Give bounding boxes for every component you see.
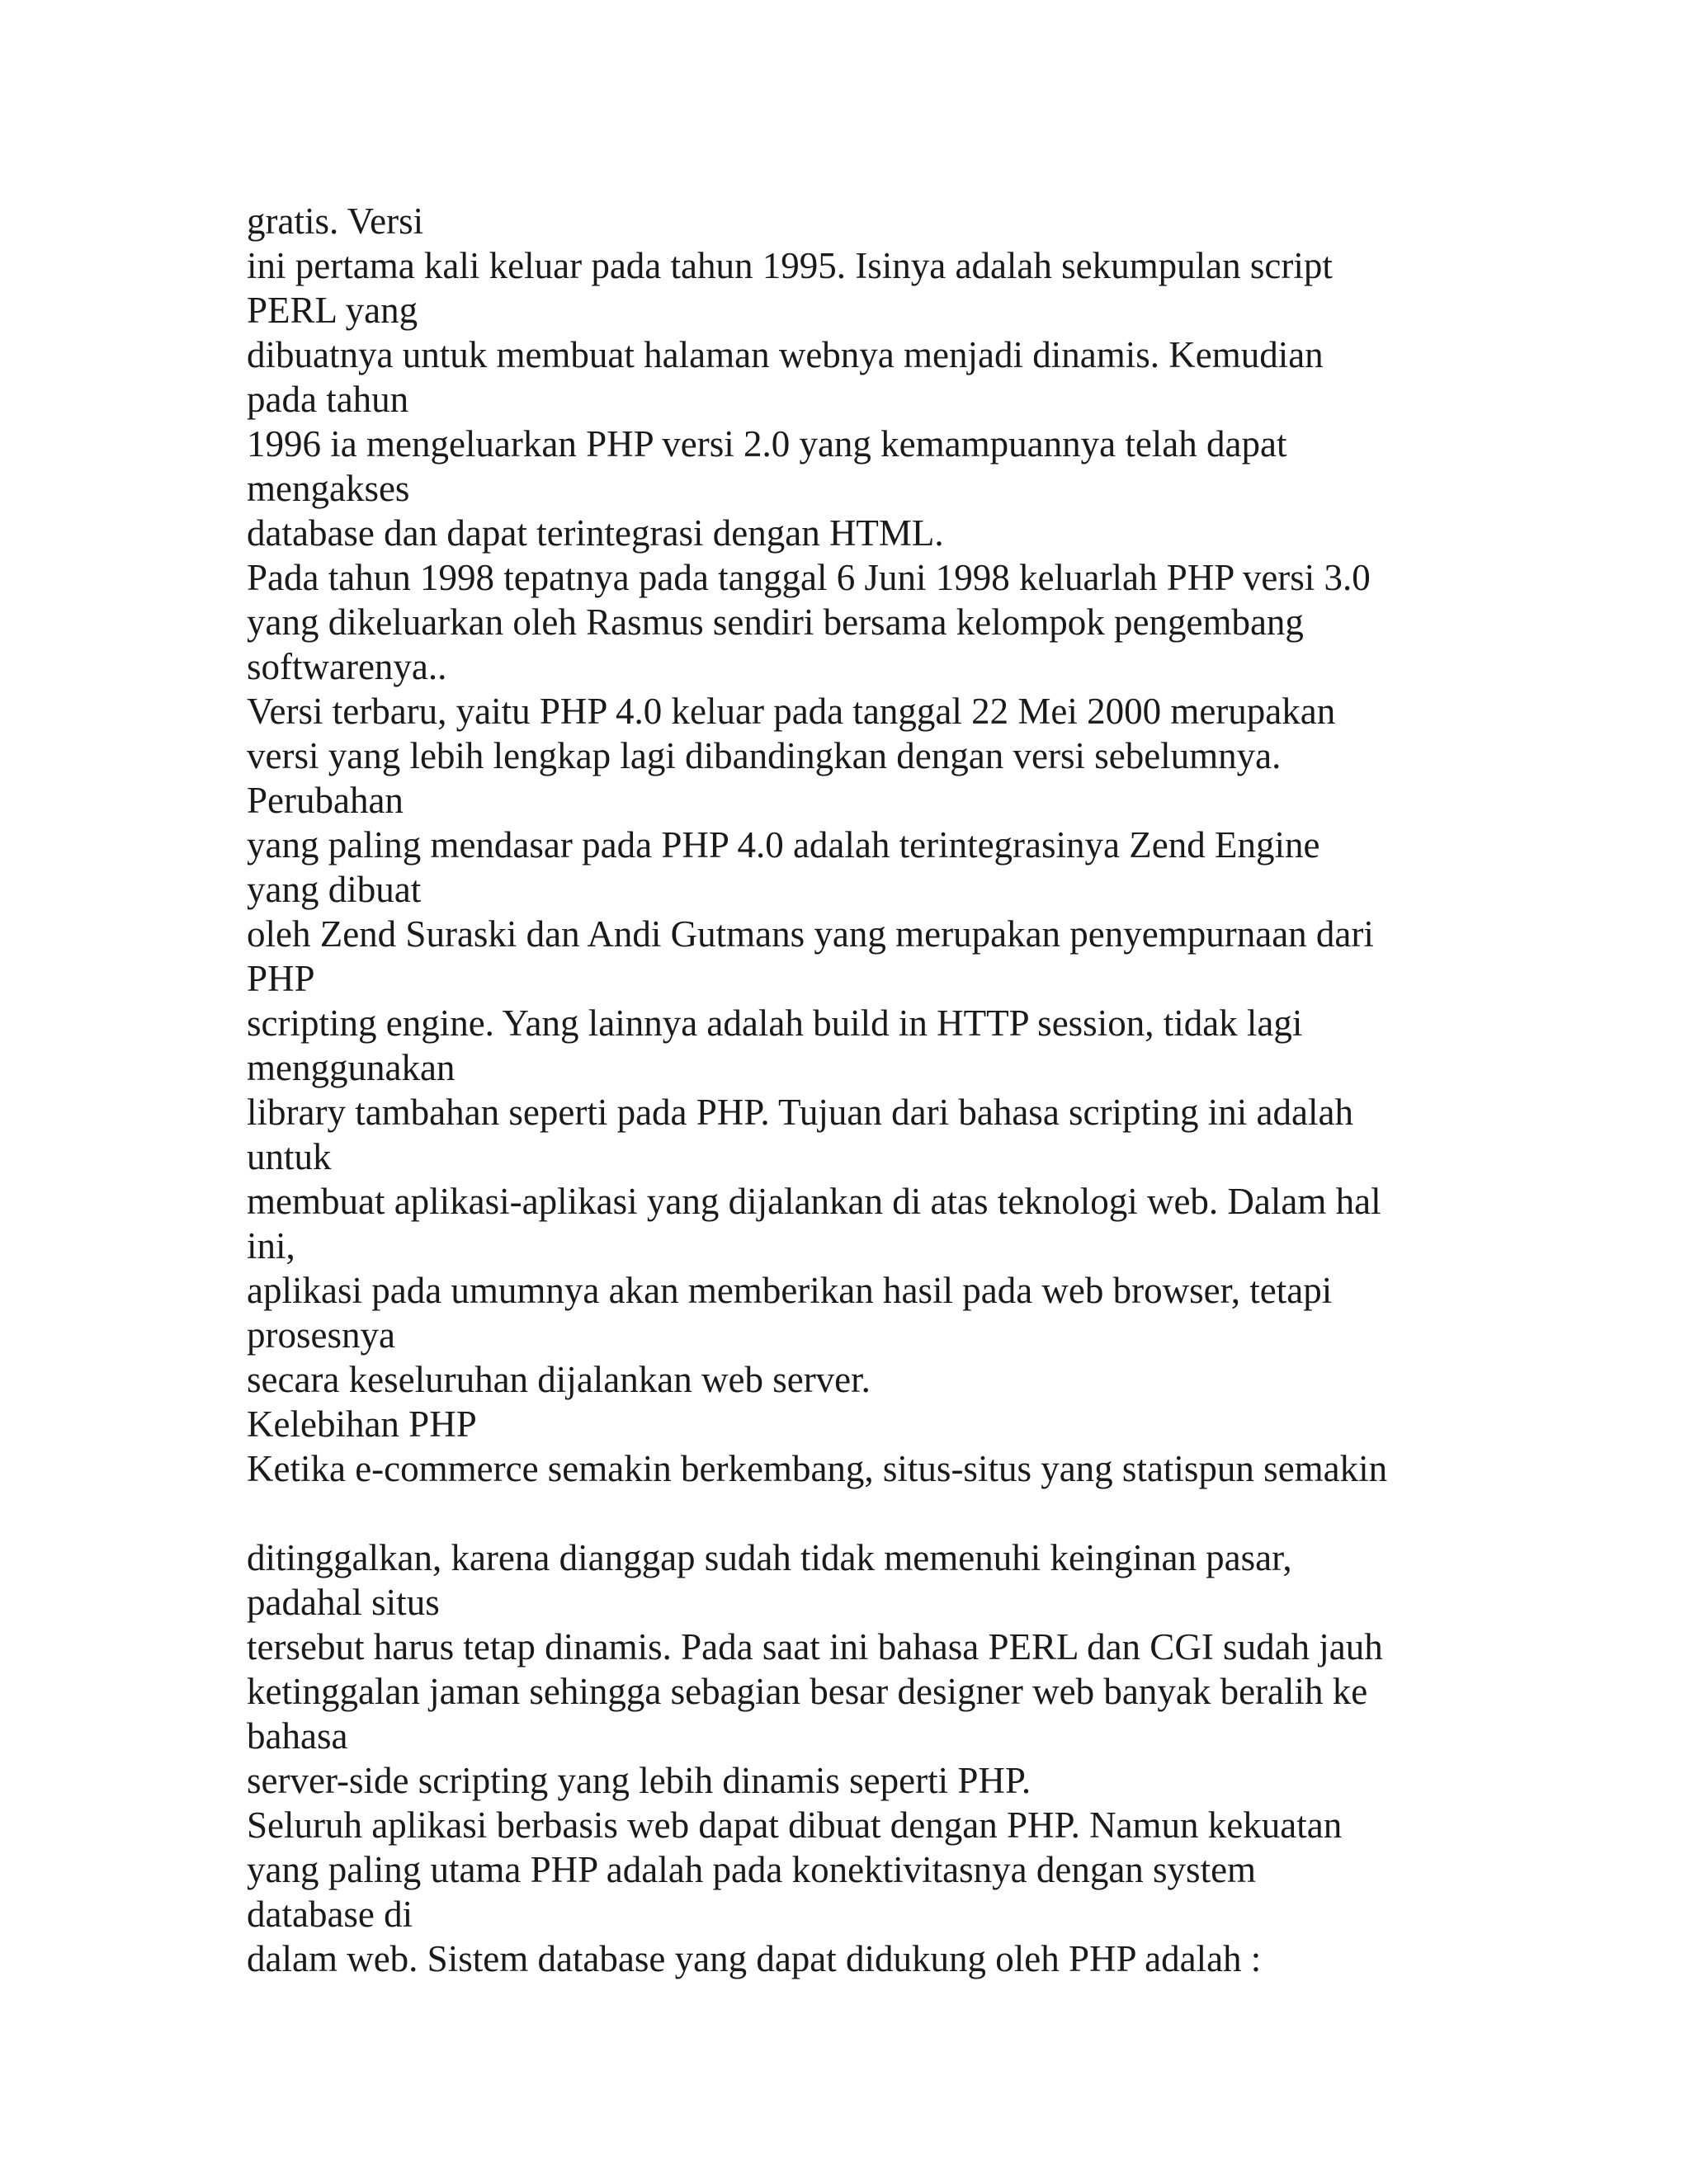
text-line: library tambahan seperti pada PHP. Tujuan dari bahasa scripting ini adalah (247, 1092, 1353, 1133)
text-line: gratis. Versi (247, 200, 424, 242)
text-line: ini, (247, 1225, 295, 1267)
text-line: oleh Zend Suraski dan Andi Gutmans yang merupakan penyempurnaan dari (247, 913, 1374, 955)
text-line: Perubahan (247, 780, 404, 821)
text-line: yang dikeluarkan oleh Rasmus sendiri bersama kelompok pengembang (247, 601, 1304, 643)
text-line: bahasa (247, 1715, 348, 1757)
text-line: ditinggalkan, karena dianggap sudah tidak memenuhi keinginan pasar, (247, 1537, 1292, 1578)
text-line: padahal situs (247, 1582, 440, 1623)
text-line: database dan dapat terintegrasi dengan HTML. (247, 512, 944, 554)
text-line: ini pertama kali keluar pada tahun 1995. Isinya adalah sekumpulan script (247, 245, 1333, 286)
text-line: Pada tahun 1998 tepatnya pada tanggal 6 Juni 1998 keluarlah PHP versi 3.0 (247, 557, 1371, 598)
text-line: PERL yang (247, 290, 418, 331)
text-line: Seluruh aplikasi berbasis web dapat dibuat dengan PHP. Namun kekuatan (247, 1804, 1343, 1846)
text-line: ketinggalan jaman sehingga sebagian besar designer web banyak beralih ke (247, 1671, 1368, 1712)
body-text (247, 199, 1485, 1981)
text-line: server-side scripting yang lebih dinamis seperti PHP. (247, 1760, 1031, 1801)
text-line: dibuatnya untuk membuat halaman webnya menjadi dinamis. Kemudian (247, 334, 1324, 375)
text-line: yang paling mendasar pada PHP 4.0 adalah terintegrasinya Zend Engine (247, 824, 1320, 866)
blank-line (247, 1491, 1485, 1535)
text-line: untuk (247, 1136, 332, 1177)
text-line: yang paling utama PHP adalah pada konektivitasnya dengan system (247, 1849, 1257, 1890)
text-line: yang dibuat (247, 869, 422, 910)
text-line: Ketika e-commerce semakin berkembang, situs-situs yang statispun semakin (247, 1448, 1388, 1489)
text-line: scripting engine. Yang lainnya adalah build in HTTP session, tidak lagi (247, 1002, 1303, 1044)
text-line: membuat aplikasi-aplikasi yang dijalankan di atas teknologi web. Dalam hal (247, 1181, 1381, 1222)
text-line: dalam web. Sistem database yang dapat didukung oleh PHP adalah : (247, 1938, 1262, 1979)
text-line: PHP (247, 958, 315, 999)
text-line: tersebut harus tetap dinamis. Pada saat ini bahasa PERL dan CGI sudah jauh (247, 1626, 1383, 1667)
text-line: mengakses (247, 468, 410, 509)
text-line: aplikasi pada umumnya akan memberikan hasil pada web browser, tetapi (247, 1270, 1333, 1311)
text-line: menggunakan (247, 1047, 456, 1088)
text-line: secara keseluruhan dijalankan web server. (247, 1359, 871, 1400)
text-line: Versi terbaru, yaitu PHP 4.0 keluar pada tanggal 22 Mei 2000 merupakan (247, 691, 1336, 732)
text-line: softwarenya.. (247, 646, 447, 687)
section-heading: Kelebihan PHP (247, 1403, 477, 1445)
text-line: 1996 ia mengeluarkan PHP versi 2.0 yang kemampuannya telah dapat (247, 423, 1287, 465)
text-line: database di (247, 1894, 413, 1935)
text-line: pada tahun (247, 379, 409, 420)
text-line: prosesnya (247, 1314, 395, 1356)
text-line: versi yang lebih lengkap lagi dibandingkan dengan versi sebelumnya. (247, 735, 1282, 776)
